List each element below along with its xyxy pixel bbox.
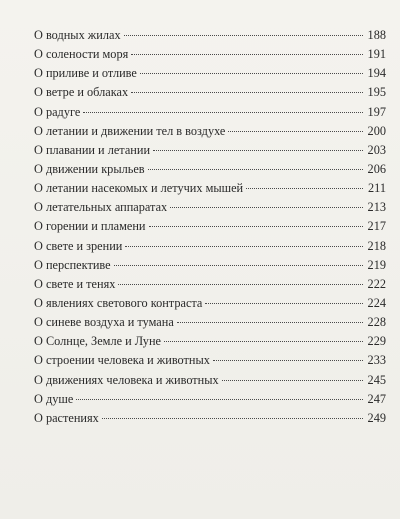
toc-entry-page: 228: [367, 315, 386, 330]
dot-leader: [228, 131, 363, 132]
toc-entry-page: 219: [367, 257, 386, 272]
dot-leader: [149, 226, 364, 227]
toc-entry-title: О синеве воздуха и тумана: [34, 315, 174, 330]
toc-entry-title: О горении и пламени: [34, 219, 146, 234]
toc-entry: [34, 332, 386, 351]
toc-entry: [34, 313, 386, 332]
dot-leader: [118, 284, 363, 285]
dot-leader: [164, 341, 363, 342]
toc-entry-page: 233: [367, 353, 386, 368]
toc-entry-page: 197: [367, 104, 386, 119]
toc-entry: [34, 390, 386, 409]
toc-entry: [34, 198, 386, 217]
toc-entry: [34, 141, 386, 160]
toc-entry: [34, 371, 386, 390]
dot-leader: [213, 360, 363, 361]
toc-entry-title: О строении человека и животных: [34, 353, 210, 368]
toc-entry: [34, 26, 386, 45]
toc-entry-title: О летательных аппаратах: [34, 200, 168, 215]
toc-entry: [34, 64, 386, 83]
dot-leader: [246, 188, 363, 189]
toc-entry-page: 206: [367, 161, 386, 176]
toc-entry-page: 218: [367, 238, 386, 253]
toc-entry-title: О приливе и отливе: [34, 66, 137, 81]
dot-leader: [140, 73, 363, 74]
toc-entry-title: О растениях: [34, 410, 99, 425]
toc-entry-title: О свете и тенях: [34, 276, 116, 291]
toc-entry-page: 247: [367, 391, 386, 406]
dot-leader: [114, 265, 363, 266]
toc-entry-page: 213: [367, 200, 386, 215]
dot-leader: [148, 169, 363, 170]
toc-entry-page: 249: [367, 410, 386, 425]
toc-entry-page: 200: [367, 123, 386, 138]
toc-entry-title: О движении крыльев: [34, 161, 145, 176]
toc-entry-title: О радуге: [34, 104, 81, 119]
toc-entry-title: О ветре и облаках: [34, 85, 129, 100]
toc-entry-title: О летании и движении тел в воздухе: [34, 123, 226, 138]
dot-leader: [222, 380, 363, 381]
toc-entry: [34, 122, 386, 141]
dot-leader: [83, 112, 363, 113]
dot-leader: [131, 92, 363, 93]
dot-leader: [124, 35, 363, 36]
dot-leader: [76, 399, 363, 400]
table-of-contents: [34, 26, 386, 428]
toc-entry: [34, 237, 386, 256]
toc-entry: [34, 160, 386, 179]
toc-entry: [34, 179, 386, 198]
toc-entry-title: О душе: [34, 391, 74, 406]
toc-entry-title: О плавании и летании: [34, 142, 151, 157]
dot-leader: [125, 246, 363, 247]
dot-leader: [177, 322, 363, 323]
toc-entry-page: 217: [367, 219, 386, 234]
toc-entry: [34, 409, 386, 428]
toc-entry-page: 191: [367, 47, 386, 62]
toc-entry: [34, 275, 386, 294]
toc-entry-page: 195: [367, 85, 386, 100]
toc-entry-title: О Солнце, Земле и Луне: [34, 334, 161, 349]
dot-leader: [170, 207, 363, 208]
toc-entry-page: 194: [367, 66, 386, 81]
toc-entry-page: 245: [367, 372, 386, 387]
toc-entry: [34, 256, 386, 275]
toc-entry-page: 188: [367, 28, 386, 42]
toc-entry: [34, 45, 386, 64]
toc-entry-title: О свете и зрении: [34, 238, 123, 253]
toc-entry-page: 229: [367, 334, 386, 349]
dot-leader: [131, 54, 363, 55]
toc-entry-title: О летании насекомых и летучих мышей: [34, 181, 244, 196]
toc-entry-title: О движениях человека и животных: [34, 372, 219, 387]
toc-entry-title: О солености моря: [34, 47, 129, 62]
toc-entry: [34, 294, 386, 313]
dot-leader: [205, 303, 363, 304]
toc-entry-page: 203: [367, 142, 386, 157]
toc-entry-title: О водных жилах: [34, 28, 121, 42]
toc-entry: [34, 83, 386, 102]
toc-entry: [34, 351, 386, 370]
toc-entry-page: 211: [368, 181, 386, 196]
toc-entry-page: 224: [367, 295, 386, 310]
toc-entry: [34, 217, 386, 236]
toc-entry-title: О явлениях светового контраста: [34, 295, 203, 310]
dot-leader: [102, 418, 363, 419]
toc-entry: [34, 103, 386, 122]
toc-entry-title: О перспективе: [34, 257, 111, 272]
dot-leader: [153, 150, 363, 151]
toc-entry-page: 222: [367, 276, 386, 291]
